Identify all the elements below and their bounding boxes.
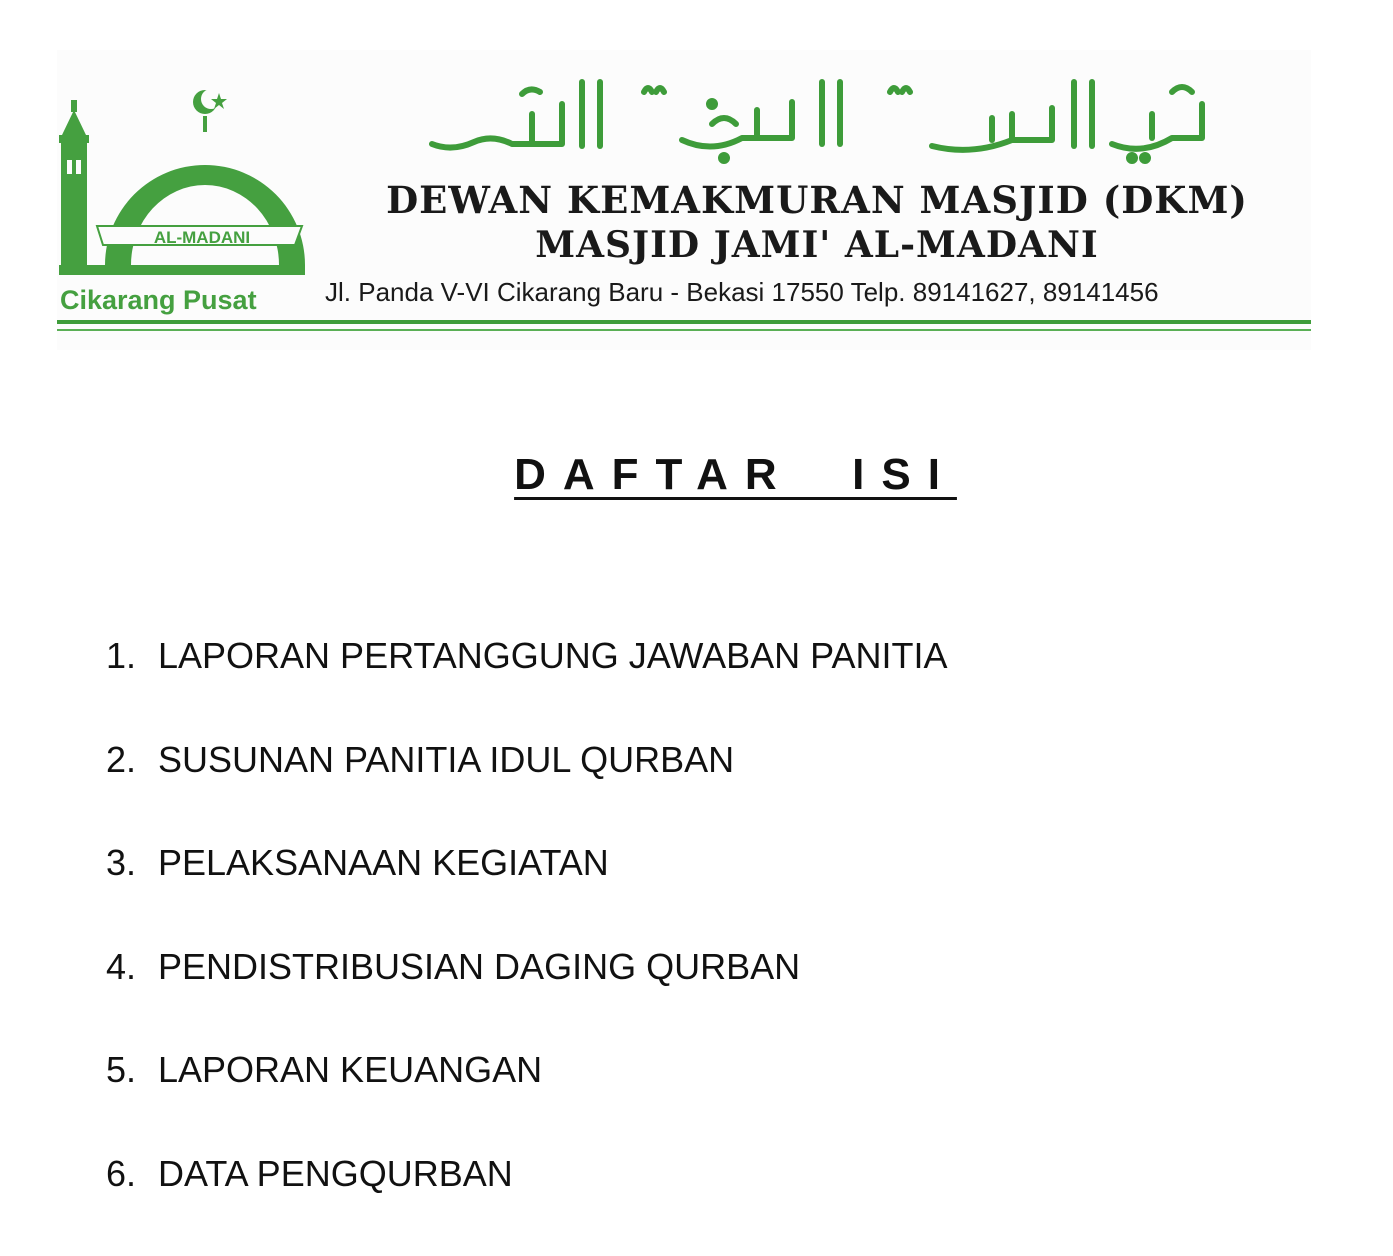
- item-label: SUSUNAN PANITIA IDUL QURBAN: [158, 739, 734, 780]
- logo-place: Cikarang Pusat: [60, 285, 257, 316]
- arabic-calligraphy-heading: [412, 74, 1232, 164]
- logo-text: AL-MADANI: [109, 228, 295, 248]
- list-item: [106, 739, 947, 843]
- list-item: [106, 635, 947, 739]
- item-number: 5.: [106, 1049, 158, 1091]
- mosque-logo: [57, 80, 307, 310]
- item-label: PENDISTRIBUSIAN DAGING QURBAN: [158, 946, 800, 987]
- organization-name: DEWAN KEMAKMURAN MASJID (DKM): [347, 178, 1287, 222]
- item-number: 1.: [106, 635, 158, 677]
- list-item: [106, 842, 947, 946]
- list-item: [106, 1153, 947, 1256]
- mosque-name: MASJID JAMI' AL-MADANI: [347, 224, 1287, 266]
- arabic-calligraphy-icon: [412, 74, 1232, 164]
- item-number: 3.: [106, 842, 158, 884]
- document-title: DAFTAR ISI: [514, 450, 957, 500]
- item-label: DATA PENGQURBAN: [158, 1153, 513, 1194]
- address-line: Jl. Panda V-VI Cikarang Baru - Bekasi 17550 Telp. 89141627, 89141456: [325, 277, 1307, 308]
- list-item: [106, 1049, 947, 1153]
- item-label: LAPORAN KEUANGAN: [158, 1049, 542, 1090]
- letterhead: [57, 50, 1311, 350]
- item-number: 6.: [106, 1153, 158, 1195]
- item-label: LAPORAN PERTANGGUNG JAWABAN PANITIA: [158, 635, 947, 676]
- item-number: 4.: [106, 946, 158, 988]
- document-title-wrapper: [0, 450, 1393, 500]
- mosque-logo-icon: [57, 80, 307, 295]
- list-item: [106, 946, 947, 1050]
- letterhead-rule-thin: [57, 329, 1311, 331]
- letterhead-rule-thick: [57, 320, 1311, 324]
- table-of-contents: [106, 635, 947, 1256]
- item-number: 2.: [106, 739, 158, 781]
- item-label: PELAKSANAAN KEGIATAN: [158, 842, 609, 883]
